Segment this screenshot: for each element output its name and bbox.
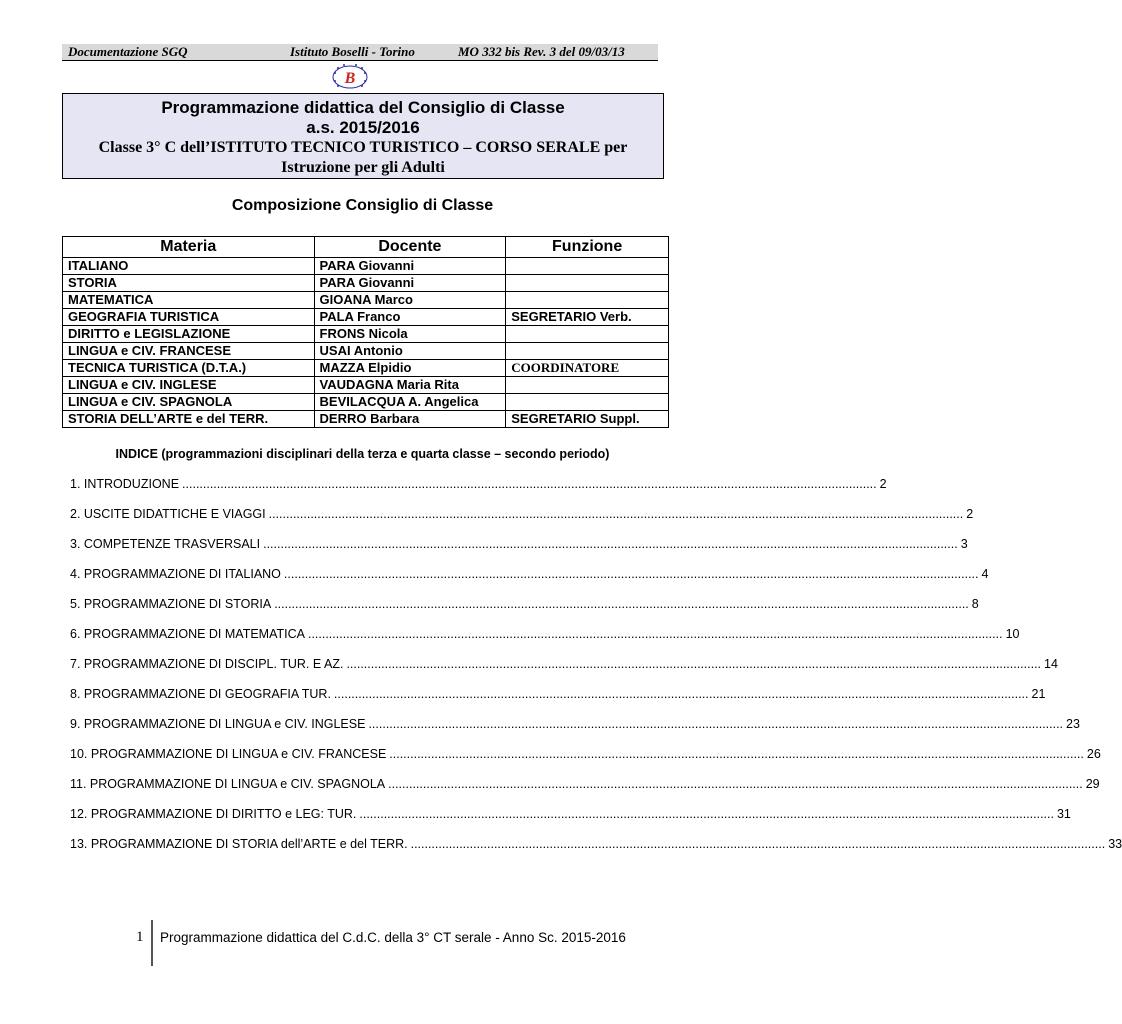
- toc-leader-dots: ........................................................................................................................................................................................................: [410, 837, 1106, 851]
- toc-leader-dots: ........................................................................................................................................................................................................: [346, 657, 1042, 671]
- toc-leader-dots: ........................................................................................................................................................................................................: [307, 627, 1003, 641]
- toc-entry-page: 2: [966, 507, 974, 521]
- section-title: Composizione Consiglio di Classe: [231, 197, 494, 214]
- subject-cell: GEOGRAFIA TURISTICA: [63, 309, 315, 326]
- toc-entry-page: 10: [1005, 627, 1020, 641]
- teacher-cell: MAZZA Elpidio: [314, 360, 506, 377]
- subject-cell: STORIA DELL’ARTE e del TERR.: [63, 411, 315, 428]
- toc-entry[interactable]: [70, 775, 1100, 805]
- table-row: [63, 377, 669, 394]
- toc-entry[interactable]: [70, 655, 1058, 685]
- table-row: [63, 360, 669, 377]
- table-row: [63, 326, 669, 343]
- role-cell: COORDINATORE: [506, 360, 669, 377]
- title-line-3: Classe 3° C dell’ISTITUTO TECNICO TURISTICO – CORSO SERALE per: [98, 139, 628, 156]
- toc-entry-label: 6. PROGRAMMAZIONE DI MATEMATICA: [70, 627, 305, 641]
- toc-entry-label: 12. PROGRAMMAZIONE DI DIRITTO e LEG: TUR.: [70, 807, 357, 821]
- toc-leader-dots: ........................................................................................................................................................................................................: [368, 717, 1064, 731]
- title-box: [62, 93, 664, 179]
- teacher-cell: USAI Antonio: [314, 343, 506, 360]
- index-title: INDICE (programmazioni disciplinari della terza e quarta classe – secondo periodo): [115, 447, 610, 461]
- toc-entry-page: 23: [1066, 717, 1080, 731]
- subject-cell: MATEMATICA: [63, 292, 315, 309]
- role-cell: [506, 326, 669, 343]
- role-cell: [506, 275, 669, 292]
- teacher-cell: DERRO Barbara: [314, 411, 506, 428]
- toc-leader-dots: ........................................................................................................................................................................................................: [268, 507, 964, 521]
- teacher-cell: BEVILACQUA A. Angelica: [314, 394, 506, 411]
- toc-entry-label: 10. PROGRAMMAZIONE DI LINGUA e CIV. FRANCESE: [70, 747, 387, 761]
- role-cell: SEGRETARIO Verb.: [506, 309, 669, 326]
- header-center: Istituto Boselli - Torino: [290, 44, 415, 59]
- toc-entry[interactable]: [70, 805, 1071, 835]
- teacher-cell: PARA Giovanni: [314, 258, 506, 275]
- toc-leader-dots: ........................................................................................................................................................................................................: [359, 807, 1054, 821]
- column-header: Funzione: [506, 237, 669, 258]
- title-line-2: a.s. 2015/2016: [306, 118, 420, 137]
- header-left: Documentazione SGQ: [68, 44, 188, 59]
- subject-cell: ITALIANO: [63, 258, 315, 275]
- toc-entry-page: 4: [981, 567, 989, 581]
- document-header: [62, 44, 658, 61]
- toc-entry-label: 9. PROGRAMMAZIONE DI LINGUA e CIV. INGLESE: [70, 717, 366, 731]
- role-cell: [506, 258, 669, 275]
- table-row: [63, 343, 669, 360]
- toc-leader-dots: ........................................................................................................................................................................................................: [283, 567, 979, 581]
- toc-leader-dots: ........................................................................................................................................................................................................: [388, 777, 1083, 791]
- table-row: [63, 275, 669, 292]
- role-cell: [506, 343, 669, 360]
- toc-entry-page: 8: [971, 597, 979, 611]
- role-cell: [506, 377, 669, 394]
- toc-entry[interactable]: [70, 685, 1046, 715]
- toc-entry-page: 31: [1056, 807, 1071, 821]
- toc-entry[interactable]: [70, 745, 1101, 775]
- teacher-cell: GIOANA Marco: [314, 292, 506, 309]
- teacher-cell: PARA Giovanni: [314, 275, 506, 292]
- teacher-cell: PALA Franco: [314, 309, 506, 326]
- toc-entry[interactable]: [70, 475, 887, 505]
- toc-entry-page: 3: [960, 537, 968, 551]
- toc-entry-page: 33: [1108, 837, 1122, 851]
- table-row: [63, 292, 669, 309]
- subject-cell: DIRITTO e LEGISLAZIONE: [63, 326, 315, 343]
- subject-cell: STORIA: [63, 275, 315, 292]
- toc-entry-label: 5. PROGRAMMAZIONE DI STORIA: [70, 597, 272, 611]
- subject-cell: TECNICA TURISTICA (D.T.A.): [63, 360, 315, 377]
- toc-entry-label: 2. USCITE DIDATTICHE E VIAGGI: [70, 507, 266, 521]
- footer-divider: [151, 920, 153, 966]
- toc-entry-page: 2: [879, 477, 887, 491]
- toc-entry-label: 8. PROGRAMMAZIONE DI GEOGRAFIA TUR.: [70, 687, 331, 701]
- subject-cell: LINGUA e CIV. SPAGNOLA: [63, 394, 315, 411]
- toc-entry-page: 26: [1086, 747, 1101, 761]
- toc-leader-dots: ........................................................................................................................................................................................................: [333, 687, 1029, 701]
- subject-cell: LINGUA e CIV. INGLESE: [63, 377, 315, 394]
- logo-letter: B: [344, 70, 356, 87]
- title-line-1: Programmazione didattica del Consiglio di Classe: [161, 98, 565, 117]
- toc-entry-label: 7. PROGRAMMAZIONE DI DISCIPL. TUR. E AZ.: [70, 657, 344, 671]
- council-table: [62, 236, 669, 428]
- toc-entry[interactable]: [70, 565, 989, 595]
- role-cell: [506, 292, 669, 309]
- table-row: [63, 411, 669, 428]
- toc-leader-dots: ........................................................................................................................................................................................................: [263, 537, 958, 551]
- column-header: Materia: [63, 237, 315, 258]
- toc-entry[interactable]: [70, 595, 979, 625]
- role-cell: [506, 394, 669, 411]
- title-line-4: Istruzione per gli Adulti: [281, 159, 445, 176]
- subject-cell: LINGUA e CIV. FRANCESE: [63, 343, 315, 360]
- table-row: [63, 394, 669, 411]
- toc-entry-page: 14: [1044, 657, 1058, 671]
- table-of-contents: [70, 475, 1122, 865]
- table-header-row: [63, 237, 669, 258]
- toc-entry-page: 21: [1031, 687, 1046, 701]
- toc-entry-label: 4. PROGRAMMAZIONE DI ITALIANO: [70, 567, 281, 581]
- toc-entry-page: 29: [1085, 777, 1100, 791]
- table-row: [63, 309, 669, 326]
- toc-leader-dots: ........................................................................................................................................................................................................: [274, 597, 969, 611]
- school-logo: [330, 63, 370, 91]
- toc-entry[interactable]: [70, 505, 974, 535]
- teacher-cell: FRONS Nicola: [314, 326, 506, 343]
- table-row: [63, 258, 669, 275]
- teacher-cell: VAUDAGNA Maria Rita: [314, 377, 506, 394]
- footer-page-number: 1: [136, 929, 144, 945]
- toc-entry[interactable]: [70, 715, 1080, 745]
- toc-entry-label: 11. PROGRAMMAZIONE DI LINGUA e CIV. SPAGNOLA: [70, 777, 386, 791]
- footer-text: Programmazione didattica del C.d.C. della 3° CT serale - Anno Sc. 2015-2016: [160, 930, 626, 945]
- toc-entry-label: 1. INTRODUZIONE: [70, 477, 180, 491]
- column-header: Docente: [314, 237, 506, 258]
- toc-entry[interactable]: [70, 835, 1122, 865]
- role-cell: SEGRETARIO Suppl.: [506, 411, 669, 428]
- toc-leader-dots: ........................................................................................................................................................................................................: [182, 477, 877, 491]
- toc-entry[interactable]: [70, 535, 968, 565]
- toc-leader-dots: ........................................................................................................................................................................................................: [389, 747, 1084, 761]
- header-right: MO 332 bis Rev. 3 del 09/03/13: [458, 44, 625, 59]
- toc-entry[interactable]: [70, 625, 1020, 655]
- toc-entry-label: 3. COMPETENZE TRASVERSALI: [70, 537, 261, 551]
- toc-entry-label: 13. PROGRAMMAZIONE DI STORIA dell’ARTE e del TERR.: [70, 837, 408, 851]
